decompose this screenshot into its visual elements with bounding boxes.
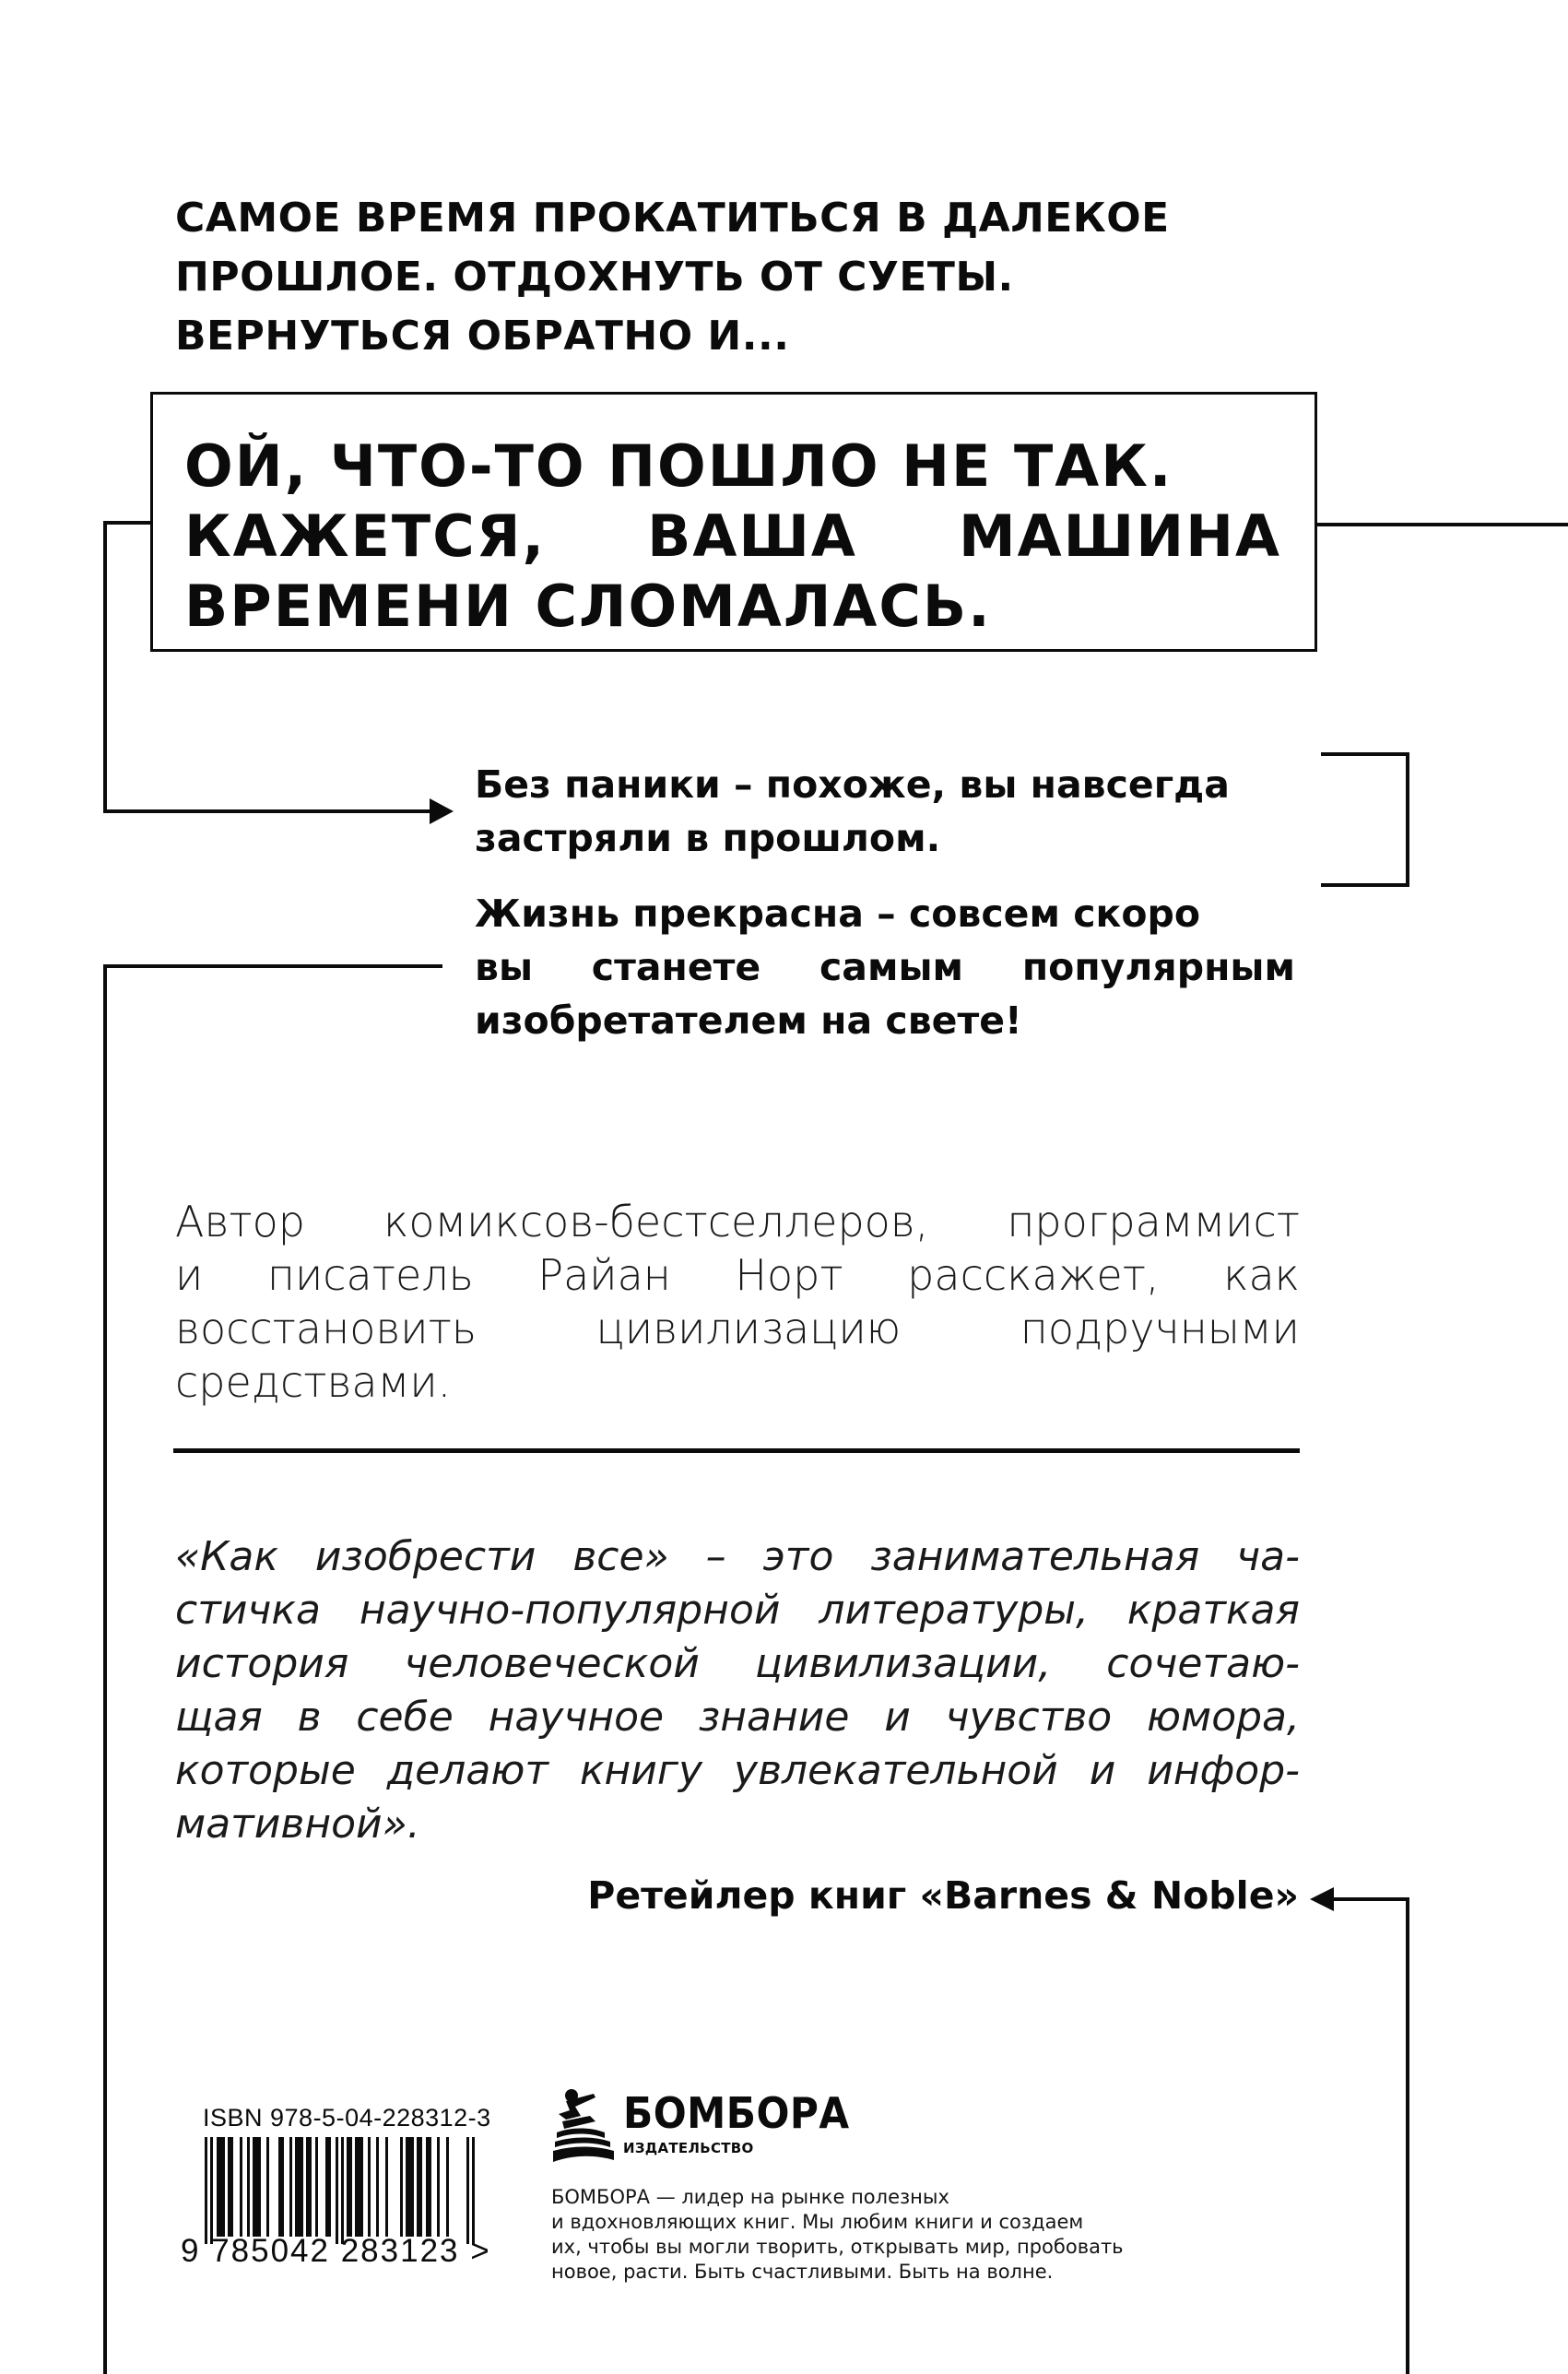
bold-line: Без паники – похоже, вы навсегда [475,762,1230,807]
bracket-line [1321,883,1409,887]
author-line: и писатель Райан Норт расскажет, как [175,1250,1300,1300]
alert-line: ОЙ, ЧТО-ТО ПОШЛО НЕ ТАК. [184,432,1173,500]
surfer-on-book-icon [553,2088,614,2167]
connector-line [103,809,435,813]
author-line: восстановить цивилизацию подручными [175,1304,1300,1353]
blurb-line: и вдохновляющих книг. Мы любим книги и создаем [551,2211,1084,2233]
bold-line: изобретателем на свете! [475,998,1022,1043]
publisher-blurb [551,2185,1197,2285]
bracket-line [1406,752,1409,887]
connector-line [1317,523,1568,526]
quote-line: история человеческой цивилизации, сочетаю- [175,1640,1300,1687]
quote-line: «Как изобрести все» – это занимательная ча- [175,1533,1300,1580]
bold-paragraph [475,758,1295,865]
quote-line: которые делают книгу увлекательной и инфор- [175,1747,1300,1794]
intro-line: САМОЕ ВРЕМЯ ПРОКАТИТЬСЯ В ДАЛЕКОЕ [175,195,1170,242]
review-quote [175,1530,1300,1851]
blurb-line: их, чтобы вы могли творить, открывать мир, пробовать [551,2236,1124,2258]
publisher-name: БОМБОРА [623,2088,850,2138]
publisher-subtitle: ИЗДАТЕЛЬСТВО [623,2140,754,2156]
bold-line: застряли в прошлом. [475,816,941,860]
connector-line [1406,1897,1409,2374]
intro-line: ПРОШЛОЕ. ОТДОХНУТЬ ОТ СУЕТЫ. [175,254,1014,301]
bold-line: Жизнь прекрасна – совсем скоро [475,892,1201,936]
bold-line: вы станете самым популярным [475,945,1295,989]
connector-line [103,964,107,2374]
blurb-line: новое, расти. Быть счастливыми. Быть на волне. [551,2261,1054,2283]
bracket-line [1321,752,1409,756]
intro-heading [175,189,1281,366]
quote-line: стичка научно-популярной литературы, краткая [175,1587,1300,1634]
section-divider [173,1448,1300,1453]
connector-line [1327,1897,1409,1901]
connector-line [103,521,107,813]
blurb-line: БОМБОРА — лидер на рынке полезных [551,2186,949,2208]
connector-line [103,964,442,968]
author-line: Автор комиксов-бестселлеров, программист [175,1197,1300,1246]
alert-box [150,392,1317,652]
quote-line: мативной». [175,1801,420,1848]
alert-line: КАЖЕТСЯ, ВАША МАШИНА [184,502,1281,570]
quote-attribution: Ретейлер книг «Barnes & Noble» [587,1873,1299,1918]
arrow-right-icon [430,798,454,824]
quote-line: щая в себе научное знание и чувство юмора, [175,1694,1300,1741]
barcode-icon [205,2137,477,2244]
publisher-logo [553,2088,850,2167]
alert-text [184,431,1291,642]
barcode-digits: 9 785042 283123 > [181,2233,491,2269]
alert-line: ВРЕМЕНИ СЛОМАЛАСЬ. [184,573,992,640]
connector-line [103,521,151,525]
author-paragraph [175,1195,1300,1409]
isbn-label: ISBN 978-5-04-228312-3 [203,2104,491,2132]
author-line: средствами. [175,1357,452,1407]
bold-paragraph [475,887,1295,1047]
intro-line: ВЕРНУТЬСЯ ОБРАТНО И... [175,313,790,360]
